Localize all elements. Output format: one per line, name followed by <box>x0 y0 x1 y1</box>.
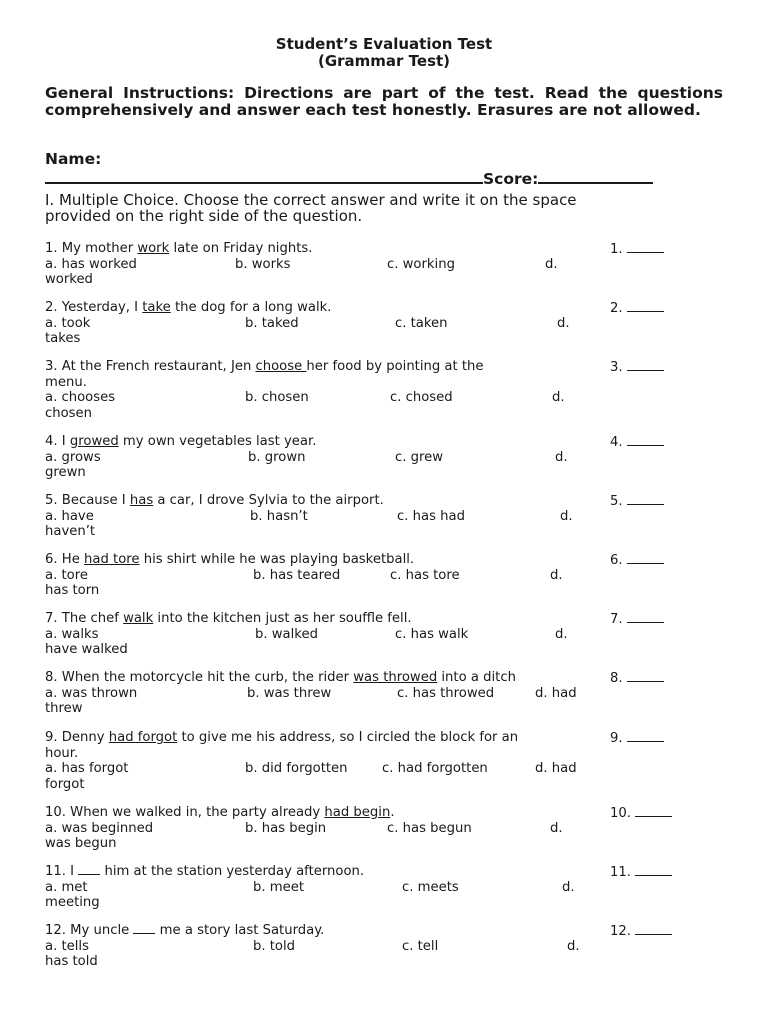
choice-row <box>45 880 723 896</box>
score-label: Score: <box>483 170 539 188</box>
choice-row <box>45 761 723 777</box>
question-item <box>45 359 723 421</box>
question-text-pre: When the motorcycle hit the curb, the rider <box>61 670 354 685</box>
choice-a[interactable]: a. has worked <box>45 256 137 272</box>
choice-c[interactable]: c. chosed <box>390 390 453 405</box>
question-number: 7. <box>45 611 62 626</box>
choice-d-continued: haven’t <box>45 524 96 539</box>
question-item <box>45 434 723 481</box>
answer-blank[interactable] <box>627 359 664 371</box>
section-heading <box>45 192 685 224</box>
fill-in-blank <box>133 923 155 934</box>
question-text-pre: My uncle <box>70 923 134 938</box>
question-text-pre: He <box>61 552 85 567</box>
question-number: 11. <box>45 864 71 879</box>
answer-number: 6. <box>610 553 623 568</box>
choice-c[interactable]: c. meets <box>402 879 459 895</box>
choice-b[interactable]: b. chosen <box>245 390 309 405</box>
answer-blank[interactable] <box>627 611 664 623</box>
choice-d[interactable]: d. <box>562 879 575 895</box>
question-stem <box>45 359 590 390</box>
choice-row <box>45 316 723 332</box>
choice-d-continued: worked <box>45 272 93 287</box>
answer-blank[interactable] <box>627 730 664 742</box>
question-text-post: her food by pointing at the <box>306 359 484 374</box>
choice-b[interactable]: b. has teared <box>253 567 341 583</box>
choice-d[interactable]: d. <box>557 315 570 331</box>
choice-c[interactable]: c. has had <box>397 508 465 524</box>
answer-number: 4. <box>610 435 623 450</box>
choice-a[interactable]: a. have <box>45 508 94 524</box>
score-blank[interactable] <box>538 168 653 184</box>
answer-number: 8. <box>610 671 623 686</box>
question-item <box>45 864 723 911</box>
choice-d-continued: was begun <box>45 836 117 851</box>
choice-b[interactable]: b. did forgotten <box>245 761 348 776</box>
answer-blank[interactable] <box>627 434 664 446</box>
question-text-post: . <box>390 805 395 820</box>
question-item <box>45 805 723 852</box>
choice-d-continued: takes <box>45 331 81 346</box>
choice-b[interactable]: b. told <box>253 938 296 954</box>
choice-row <box>45 509 723 525</box>
general-instructions: General Instructions: Directions are part of the test. Read the questions comprehensively and answer each test honestly. Erasures are not allowed. <box>45 84 723 119</box>
question-stem <box>45 923 590 939</box>
choice-b[interactable]: b. walked <box>255 626 318 642</box>
question-stem <box>45 552 590 568</box>
choice-row <box>45 450 723 466</box>
question-text-post: late on Friday nights. <box>169 241 313 256</box>
choice-c[interactable]: c. had forgotten <box>382 761 488 776</box>
choice-d[interactable]: d. <box>567 938 580 954</box>
question-stem <box>45 434 590 450</box>
section-heading-line-2: provided on the right side of the question. <box>45 207 363 225</box>
choice-d[interactable]: d. <box>560 508 573 524</box>
choice-d-continued: have walked <box>45 642 128 657</box>
choice-a[interactable]: a. tore <box>45 567 88 583</box>
question-target-word: work <box>137 241 170 256</box>
answer-slot <box>610 670 664 687</box>
choice-b[interactable]: b. works <box>235 256 291 272</box>
question-stem <box>45 611 590 627</box>
answer-slot <box>610 864 672 881</box>
question-target-word: walk <box>123 611 154 626</box>
choice-d[interactable]: d. <box>550 567 563 583</box>
question-item <box>45 493 723 540</box>
fill-in-blank <box>78 864 100 875</box>
question-target-word: was throwed <box>353 670 438 685</box>
answer-slot <box>610 552 664 569</box>
answer-slot <box>610 730 664 747</box>
question-stem <box>45 730 590 761</box>
choice-d[interactable]: d. <box>550 820 563 836</box>
question-number: 10. <box>45 805 71 820</box>
answer-number: 2. <box>610 301 623 316</box>
choice-c[interactable]: c. grew <box>395 449 444 465</box>
choice-b[interactable]: b. taked <box>245 315 299 331</box>
answer-number: 3. <box>610 360 623 375</box>
question-text-post: a car, I drove Sylvia to the airport. <box>153 493 384 508</box>
answer-slot <box>610 923 672 940</box>
choice-d-continued: threw <box>45 701 83 716</box>
question-stem <box>45 300 590 316</box>
choice-d[interactable]: d. <box>545 256 558 272</box>
choice-a[interactable]: a. met <box>45 879 88 895</box>
answer-blank[interactable] <box>635 805 672 817</box>
choice-row <box>45 821 723 837</box>
choice-d-continued: chosen <box>45 405 93 421</box>
answer-number: 5. <box>610 494 623 509</box>
choice-a[interactable]: a. grows <box>45 449 101 465</box>
question-stem <box>45 864 590 880</box>
question-text-pre: At the French restaurant, Jen <box>61 359 256 374</box>
choice-a[interactable]: a. took <box>45 315 91 331</box>
question-item <box>45 923 723 970</box>
question-number: 9. <box>45 730 62 745</box>
question-stem <box>45 805 590 821</box>
choice-d[interactable]: d. <box>552 390 565 405</box>
question-text-post: him at the station yesterday afternoon. <box>100 864 365 879</box>
question-text-pre: When we walked in, the party already <box>70 805 325 820</box>
choice-d-continued: has told <box>45 954 98 969</box>
choice-a[interactable]: a. was thrown <box>45 685 138 701</box>
question-number: 1. <box>45 241 62 256</box>
name-label: Name: <box>45 150 102 168</box>
answer-number: 10. <box>610 806 631 821</box>
answer-number: 9. <box>610 731 623 746</box>
question-stem <box>45 670 590 686</box>
question-target-word: take <box>142 300 171 315</box>
question-text-post: me a story last Saturday. <box>155 923 325 938</box>
answer-number: 1. <box>610 242 623 257</box>
answer-blank[interactable] <box>627 300 664 312</box>
answer-blank[interactable] <box>635 923 672 935</box>
question-item <box>45 241 723 288</box>
choice-b[interactable]: b. was threw <box>247 685 332 701</box>
question-stem <box>45 241 590 257</box>
question-number: 5. <box>45 493 62 508</box>
question-number: 12. <box>45 923 71 938</box>
question-number: 4. <box>45 434 62 449</box>
question-number: 8. <box>45 670 62 685</box>
choice-a[interactable]: a. has forgot <box>45 761 129 776</box>
choice-a[interactable]: a. tells <box>45 938 89 954</box>
answer-slot <box>610 805 672 822</box>
choice-d-continued: meeting <box>45 895 100 910</box>
section-heading-line-1: I. Multiple Choice. Choose the correct answer and write it on the space <box>45 191 577 209</box>
choice-b[interactable]: b. meet <box>253 879 304 895</box>
answer-blank[interactable] <box>627 241 664 253</box>
question-text-post: his shirt while he was playing basketball. <box>139 552 415 567</box>
choice-d[interactable]: d. had <box>535 761 577 776</box>
question-target-word: growed <box>69 434 119 449</box>
question-number: 3. <box>45 359 62 374</box>
question-text-pre: Because I <box>61 493 130 508</box>
choice-c[interactable]: c. working <box>387 256 455 272</box>
question-text-post: into the kitchen just as her souffle fell. <box>153 611 412 626</box>
answer-number: 11. <box>610 865 631 880</box>
question-target-word: choose <box>255 359 307 374</box>
answer-slot <box>610 434 664 451</box>
choice-row <box>45 686 723 702</box>
name-score-block <box>45 151 723 188</box>
question-text-pre: Denny <box>61 730 109 745</box>
question-text-line-2: menu. <box>45 374 87 390</box>
choice-b[interactable]: b. grown <box>248 449 306 465</box>
answer-slot <box>610 611 664 628</box>
answer-blank[interactable] <box>635 864 672 876</box>
question-target-word: had begin <box>324 805 391 820</box>
question-item <box>45 552 723 599</box>
question-text-post: my own vegetables last year. <box>118 434 317 449</box>
choice-d-continued: grewn <box>45 465 86 480</box>
question-number: 2. <box>45 300 62 315</box>
choice-a[interactable]: a. walks <box>45 626 99 642</box>
answer-slot <box>610 359 664 376</box>
choice-c[interactable]: c. has tore <box>390 567 460 583</box>
question-item <box>45 611 723 658</box>
answer-blank[interactable] <box>627 670 664 682</box>
choice-d[interactable]: d. <box>555 449 568 465</box>
answer-slot <box>610 493 664 510</box>
question-text-line-2: hour. <box>45 745 79 761</box>
test-title-block <box>0 36 768 70</box>
choice-c[interactable]: c. has throwed <box>397 685 495 701</box>
choice-d[interactable]: d. had <box>535 685 577 701</box>
question-stem <box>45 493 590 509</box>
question-text-post: to give me his address, so I circled the block for an <box>177 730 519 745</box>
choice-c[interactable]: c. tell <box>402 938 439 954</box>
answer-number: 7. <box>610 612 623 627</box>
choice-a[interactable]: a. was beginned <box>45 820 154 836</box>
choice-c[interactable]: c. taken <box>395 315 448 331</box>
choice-d-continued: has torn <box>45 583 100 598</box>
choice-b[interactable]: b. has begin <box>245 820 327 836</box>
question-target-word: has <box>129 493 154 508</box>
question-text-post: the dog for a long walk. <box>170 300 332 315</box>
question-text-pre: I <box>70 864 79 879</box>
choice-row <box>45 257 723 273</box>
question-text-pre: Yesterday, I <box>61 300 143 315</box>
question-target-word: had forgot <box>108 730 178 745</box>
choice-a[interactable]: a. chooses <box>45 390 116 405</box>
choice-b[interactable]: b. hasn’t <box>250 508 308 524</box>
choice-row <box>45 627 723 643</box>
answer-slot <box>610 241 664 258</box>
choice-row <box>45 939 723 955</box>
choice-c[interactable]: c. has begun <box>387 820 472 836</box>
question-number: 6. <box>45 552 62 567</box>
answer-slot <box>610 300 664 317</box>
question-target-word: had tore <box>84 552 140 567</box>
choice-d[interactable]: d. <box>555 626 568 642</box>
choice-row <box>45 390 723 406</box>
question-text-pre: My mother <box>61 241 138 256</box>
question-text-post: into a ditch <box>437 670 516 685</box>
choice-row <box>45 568 723 584</box>
question-text-pre: I <box>61 434 70 449</box>
question-item <box>45 670 723 717</box>
choice-d-continued: forgot <box>45 776 85 792</box>
question-item <box>45 730 723 792</box>
question-item <box>45 300 723 347</box>
answer-blank[interactable] <box>627 552 664 564</box>
test-title: Student’s Evaluation Test <box>275 35 493 53</box>
name-blank[interactable] <box>45 168 483 184</box>
name-score-row <box>45 168 723 188</box>
answer-number: 12. <box>610 924 631 939</box>
choice-c[interactable]: c. has walk <box>395 626 469 642</box>
test-subtitle: (Grammar Test) <box>317 52 451 70</box>
answer-blank[interactable] <box>627 493 664 505</box>
question-text-pre: The chef <box>61 611 124 626</box>
